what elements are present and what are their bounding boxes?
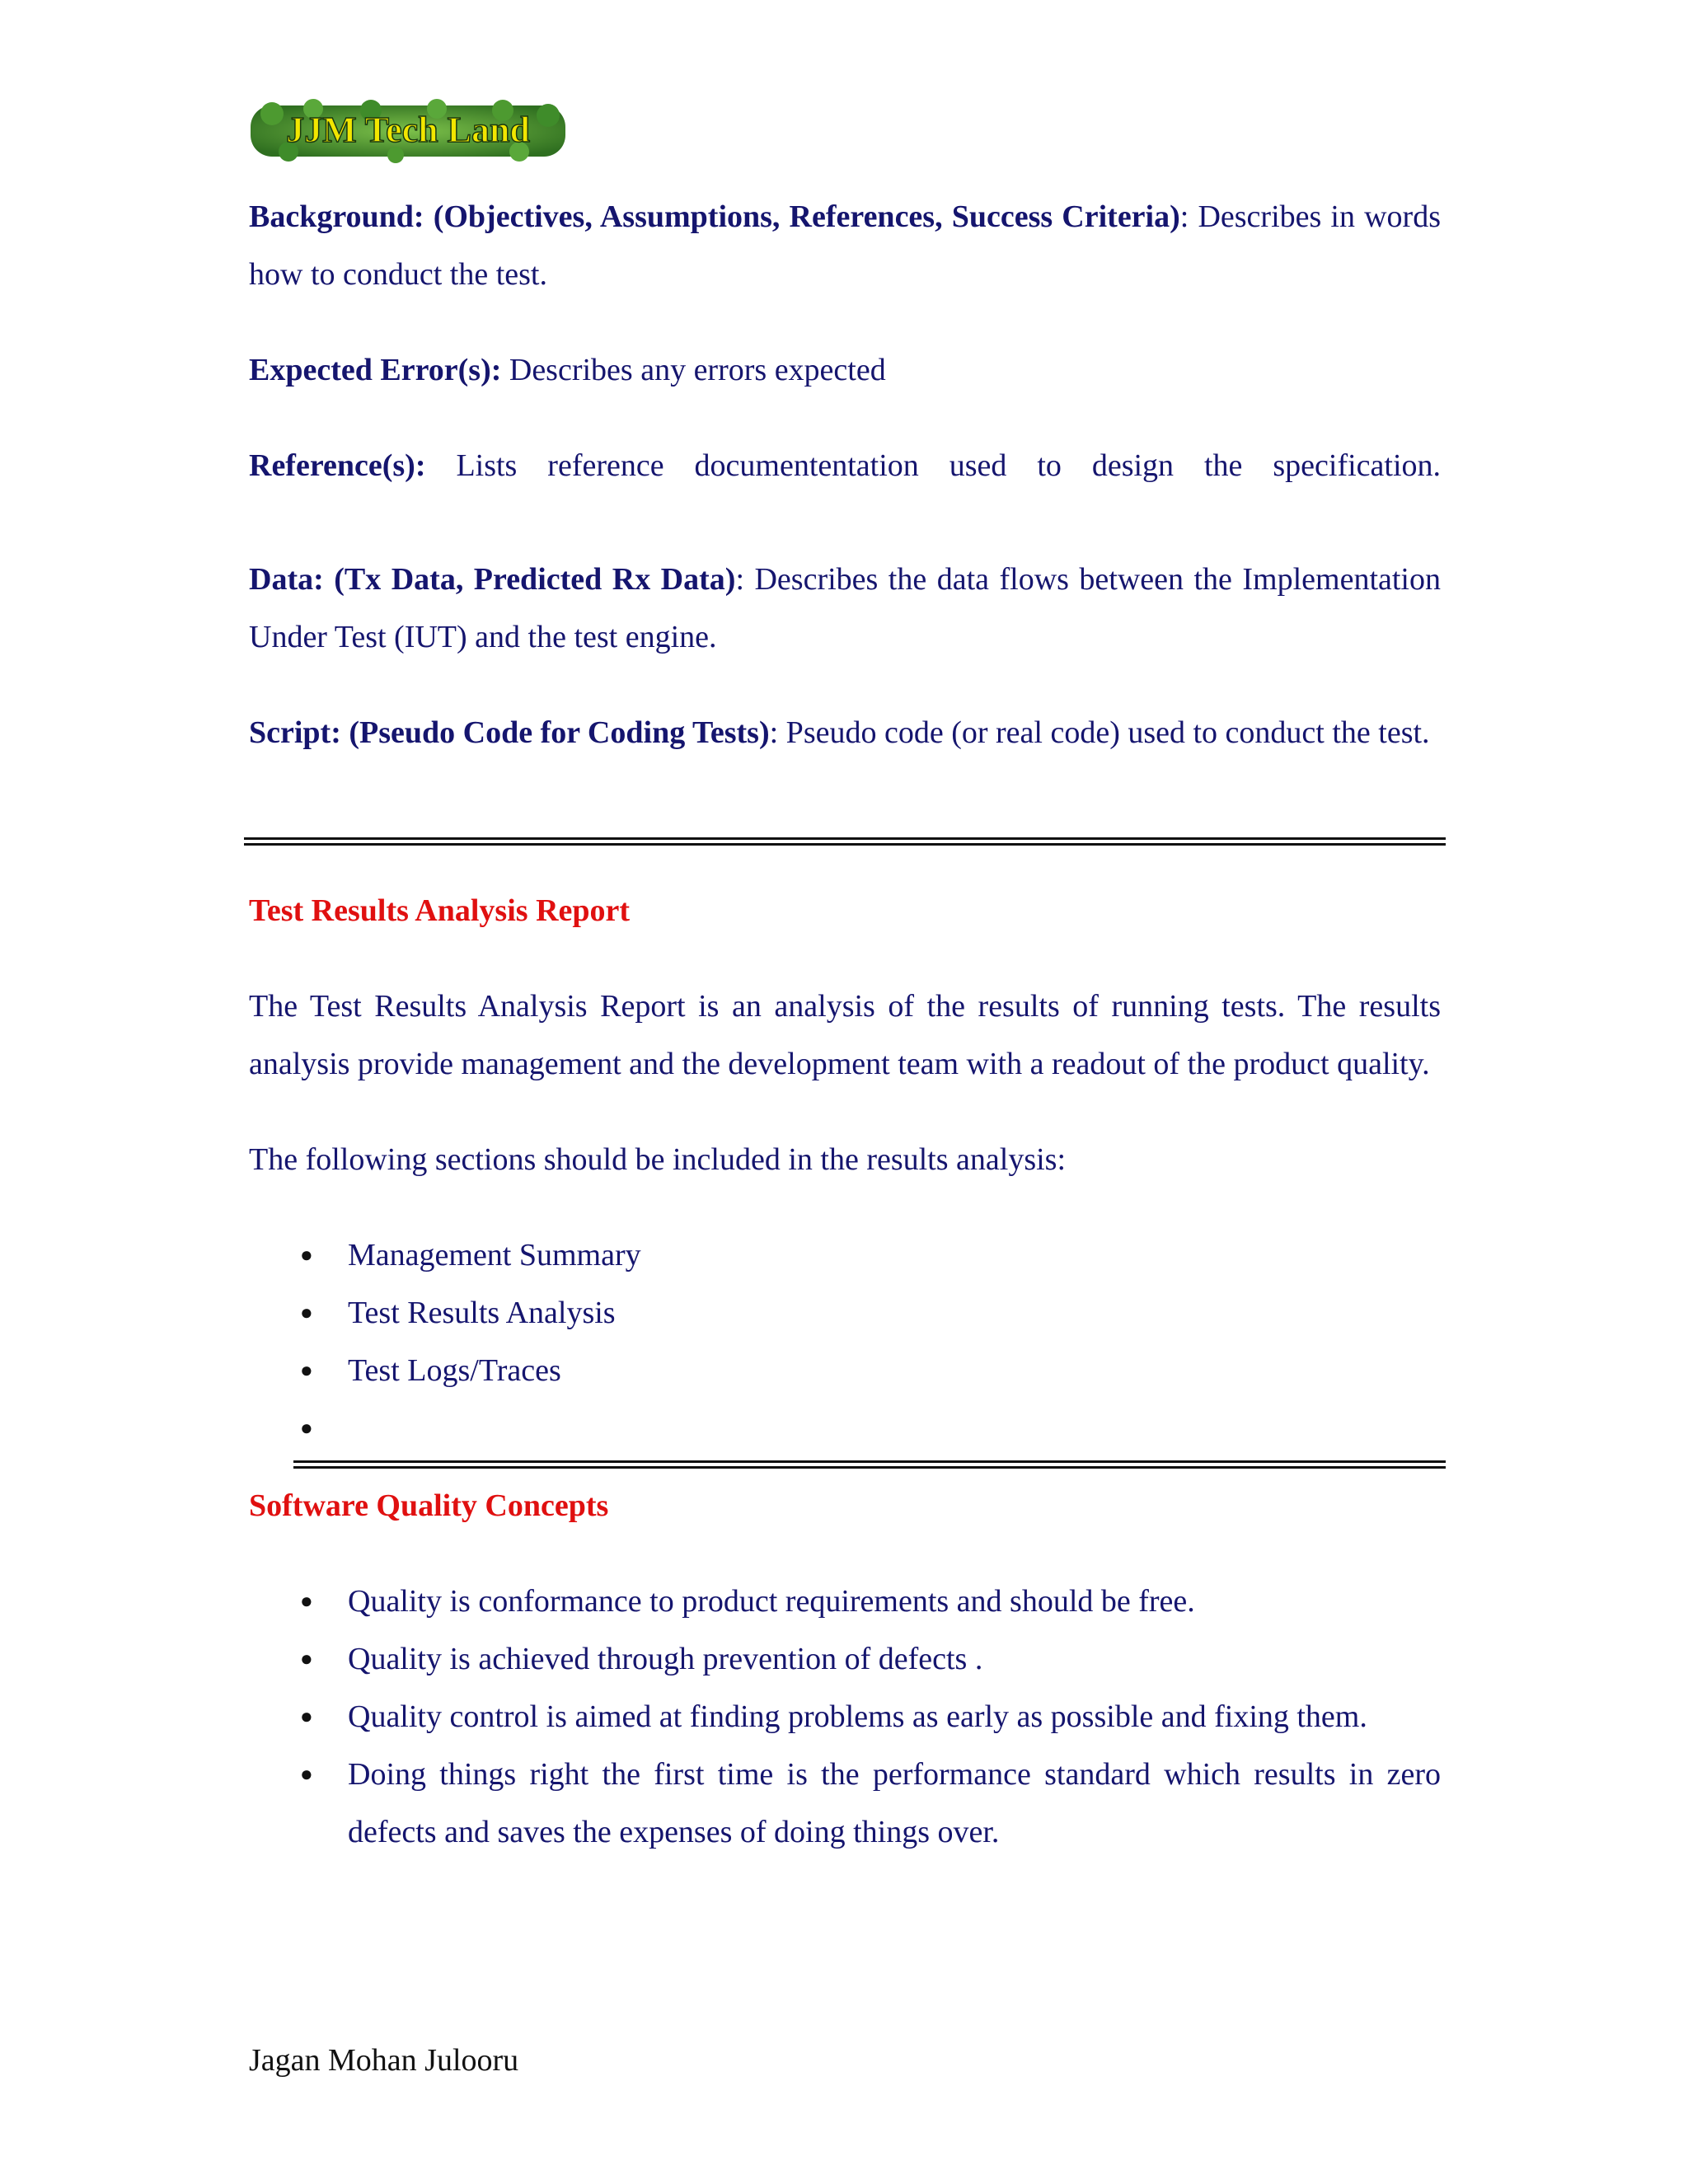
field-label: Script: (Pseudo Code for Coding Tests): [249, 715, 770, 750]
field-script: [249, 704, 1441, 762]
bullet-icon: ●: [300, 1704, 313, 1728]
list-item: [249, 1342, 1441, 1399]
list-item-text: Quality control is aimed at finding problems as early as possible and fixing them.: [348, 1699, 1367, 1734]
list-item-text: Quality is conformance to product requirements and should be free.: [348, 1584, 1195, 1619]
section-divider: [244, 837, 1446, 846]
results-sections-list: [249, 1226, 1441, 1457]
logo-text: JJM Tech Land: [286, 110, 530, 150]
field-label: Reference(s):: [249, 448, 426, 483]
list-item: [249, 1630, 1441, 1688]
list-item-text: Quality is achieved through prevention of defects .: [348, 1642, 983, 1676]
list-item-text: Test Logs/Traces: [348, 1353, 561, 1388]
section-heading-quality-concepts: Software Quality Concepts: [249, 1488, 609, 1523]
bullet-icon: ●: [300, 1358, 313, 1382]
field-data: [249, 551, 1441, 666]
field-references: [249, 437, 1441, 494]
bullet-icon: ●: [300, 1416, 313, 1440]
field-text: : Describes in words how to conduct the test.: [249, 199, 1441, 292]
list-item-text: Test Results Analysis: [348, 1296, 616, 1330]
bullet-icon: ●: [300, 1762, 313, 1786]
bullet-icon: ●: [300, 1589, 313, 1613]
field-text: Describes any errors expected: [501, 353, 886, 387]
list-item: [249, 1226, 1441, 1284]
field-label: Expected Error(s):: [249, 353, 502, 387]
list-item: [249, 1399, 1441, 1457]
list-item-text: Management Summary: [348, 1238, 641, 1272]
test-results-intro: The following sections should be included in the results analysis:: [249, 1142, 1067, 1177]
field-label: Background: (Objectives, Assumptions, References, Success Criteria): [249, 199, 1180, 234]
field-text: : Describes the data flows between the Implementation Under Test (IUT) and the test engine.: [249, 562, 1441, 654]
quality-concepts-list: [249, 1572, 1441, 1861]
list-item: [249, 1572, 1441, 1630]
section-heading-test-results: Test Results Analysis Report: [249, 893, 631, 928]
bullet-icon: ●: [300, 1647, 313, 1671]
logo: [247, 97, 569, 163]
bullet-icon: ●: [300, 1243, 313, 1267]
test-results-paragraph: The Test Results Analysis Report is an analysis of the results of running tests. The results analysis provide management and the development team with a readout of the product quality.: [249, 989, 1441, 1081]
list-item-text: Doing things right the first time is the performance standard which results in zero defects and saves the expenses of doing things over.: [348, 1757, 1441, 1849]
field-expected-errors: [249, 341, 1441, 399]
bullet-icon: ●: [300, 1301, 313, 1324]
section-divider: [293, 1460, 1446, 1469]
main-content: [249, 188, 1441, 1861]
field-text: : Pseudo code (or real code) used to conduct the test.: [769, 715, 1430, 750]
list-item: [249, 1284, 1441, 1342]
list-item: [249, 1688, 1441, 1746]
field-background: [249, 188, 1441, 303]
field-text: Lists reference documententation used to design the specification.: [425, 448, 1441, 483]
field-label: Data: (Tx Data, Predicted Rx Data): [249, 562, 736, 597]
list-item: [249, 1746, 1441, 1861]
footer-author: Jagan Mohan Julooru: [249, 2043, 519, 2078]
